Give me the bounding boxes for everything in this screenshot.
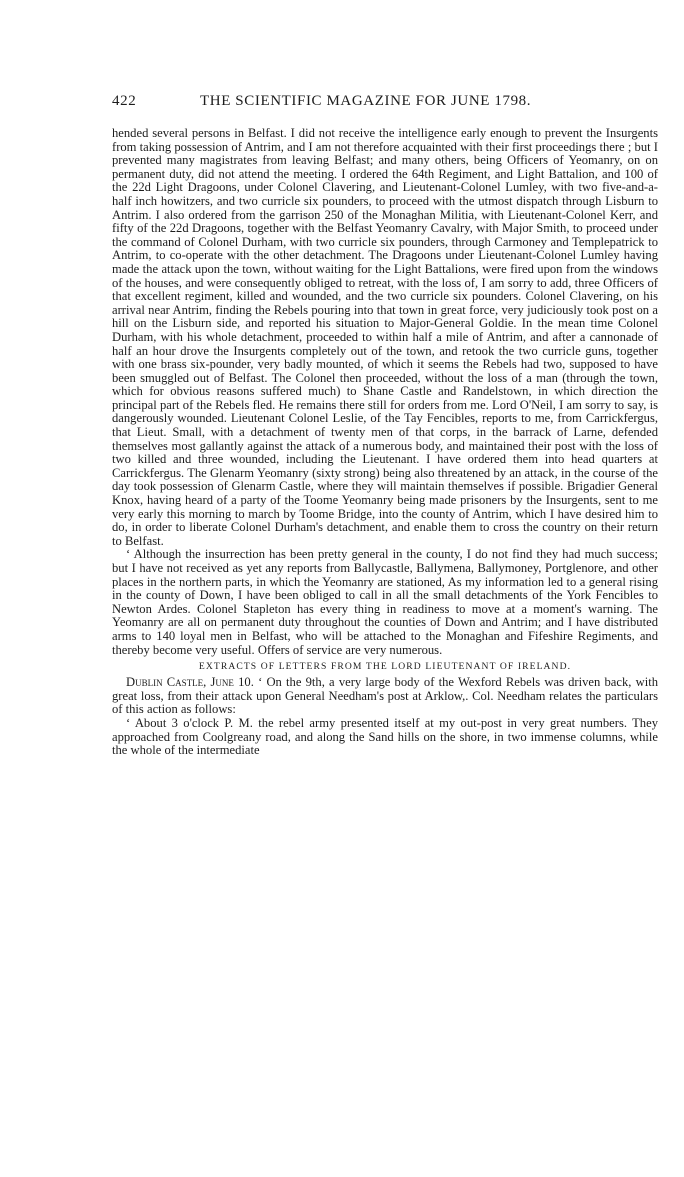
- paragraph-insurrection: ‘ Although the insurrection has been pretty general in the county, I do not find they had much success; but I have not received as yet any reports from Ballycastle, Ballymena, Ballymoney, Portglenore, and other places in the northern parts, in which the Yeomanry are stationed, As my information led to a general rising in the county of Down, I have been obliged to call in all the small detachments of the York Fencibles to Newton Ardes. Colonel Stapleton has every thing in readiness to move at a moment's warning. The Yeomanry are all on permanent duty throughout the counties of Down and Antrim; and I have distributed arms to 140 loyal men in Belfast, who will be attached to the Monaghan and Fifeshire Regiments, and thereby become very useful. Offers of service are very numerous.: [112, 547, 658, 657]
- page-header: [112, 93, 652, 115]
- page-number: 422: [112, 93, 137, 109]
- section-heading: EXTRACTS OF LETTERS FROM THE LORD LIEUTENANT OF IRELAND.: [198, 661, 572, 673]
- running-title: THE SCIENTIFIC MAGAZINE FOR JUNE 1798.: [200, 93, 532, 109]
- article-body: [112, 127, 658, 758]
- paragraph-continued: hended several persons in Belfast. I did not receive the intelligence early enough to prevent the Insurgents from taking possession of Antrim, and I am not therefore acquainted with their first proceedings there ; but I prevented many magistrates from leaving Belfast; and many others, being Officers of Yeomanry, on on permanent duty, did not attend the meeting. I ordered the 64th Regiment, and Light Battalion, and 100 of the 22d Light Dragoons, under Colonel Clavering, and Lieutenant-Colonel Lumley, with two five-and-a-half inch howitzers, and two curricle six pounders, to proceed with the utmost dispatch through Lisburn to Antrim. I also ordered from the garrison 250 of the Monaghan Militia, with Lieutenant-Colonel Kerr, and fifty of the 22d Dragoons, together with the Belfast Yeomanry Cavalry, with Major Smith, to proceed under the command of Colonel Durham, with two curricle six pounders, through Carmoney and Templepatrick to Antrim, to co-operate with the other detachment. The Dragoons under Lieutenant-Colonel Lumley having made the attack upon the town, without waiting for the Light Battalions, were fired upon from the windows of the houses, and were consequently obliged to retreat, with the loss of, I am sorry to add, three Officers of that excellent regiment, killed and wounded, and the two curricle six pounders. Colonel Clavering, on his arrival near Antrim, finding the Rebels pouring into that town in great force, very judiciously took post on a hill on the Lisburn side, and reported his situation to Major-General Goldie. In the mean time Colonel Durham, with his whole detachment, proceeded to within half a mile of Antrim, and after a cannonade of half an hour drove the Insurgents completely out of the town, and retook the two curricle guns, together with one brass six-pounder, very badly mounted, of which it seems the Rebels had two, supposed to have been smuggled out of Belfast. The Colonel then proceeded, without the loss of a man (through the town, which for obvious reasons suffered much) to Shane Castle and Randelstown, in which direction the principal part of the Rebels fled. He remains there still for orders from me. Lord O'Neil, I am sorry to say, is dangerously wounded. Lieutenant Colonel Leslie, of the Tay Fencibles, reports to me, from Carrickfergus, that Lieut. Small, with a detachment of twenty men of that corps, in the barrack of Larne, defended themselves most gallantly against the attack of a numerous body, and maintained their post with the loss of two killed and three wounded, including the Lieutenant. I have ordered them into head quarters at Carrickfergus. The Glenarm Yeomanry (sixty strong) being also threatened by an attack, in the course of the day took possession of Glenarm Castle, where they will maintain themselves if possible. Brigadier General Knox, having heard of a party of the Toome Yeomanry being made prisoners by the Insurgents, sent to me very early this morning to march by Toome Bridge, into the county of Antrim, which I have desired him to do, in order to liberate Colonel Durham's detachment, and enable them to cross the country on their return to Belfast.: [112, 126, 658, 548]
- paragraph-arklow-attack: ‘ About 3 o'clock P. M. the rebel army presented itself at my out-post in very great numbers. They approached from Coolgreany road, and along the Sand hills on the shore, in two immense columns, while the whole of the intermediate: [112, 715, 658, 758]
- dateline: Dublin Castle, June 10.: [126, 675, 254, 690]
- paragraph-dublin-castle-text: ‘ On the 9th, a very large body of the Wexford Rebels was driven back, with great loss, from their attack upon General Needham's post at Arklow,. Col. Needham relates the particulars of this action as follows:: [112, 675, 658, 717]
- paragraph-dublin-castle: [112, 676, 658, 717]
